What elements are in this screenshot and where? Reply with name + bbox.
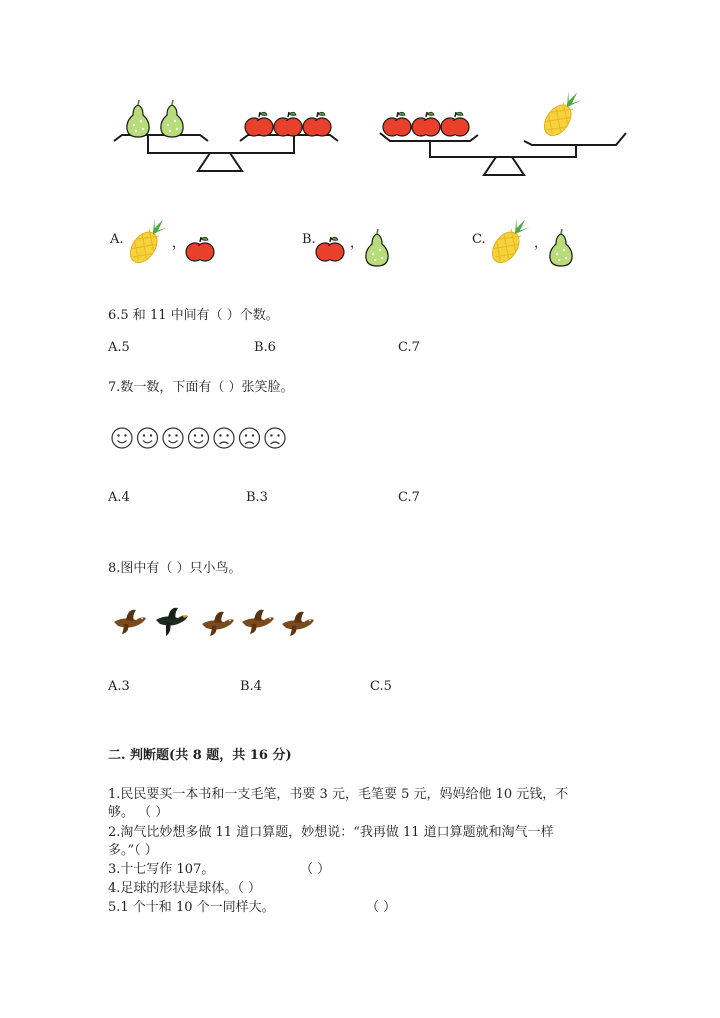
apple-icon [316,230,346,266]
apple-icon [383,112,411,136]
pear-icon [127,100,149,137]
bird-icon [114,610,146,634]
balance-scale-left [100,95,360,185]
q6-text: 6.5 和 11 中间有（ ）个数。 [108,308,279,323]
q5-separator: ， [350,236,364,251]
smiley-face-icon [138,428,158,448]
tf-item-3-answer[interactable]: （ ） [300,862,331,877]
q5-separator: ， [534,236,548,251]
frowning-face-icon [214,428,234,448]
pineapple-icon [126,218,176,268]
apple-icon [441,112,469,136]
tf-item-1-line-2: 够。 （ ） [108,805,169,820]
frowning-face-icon [240,428,260,448]
q6-option-a[interactable]: A.5 [108,340,130,355]
q7-option-b[interactable]: B.3 [246,490,268,505]
smiley-face-icon [189,428,209,448]
tf-item-2-line-2: 多。”（ ） [108,843,158,858]
tf-item-1-line-1: 1.民民要买一本书和一支毛笔，书要 3 元，毛笔要 5 元，妈妈给他 10 元钱，不 [108,787,569,802]
q7-option-c[interactable]: C.7 [398,490,420,505]
q6-option-c[interactable]: C.7 [398,340,420,355]
pear-icon [548,228,576,268]
apple-icon [186,230,216,266]
apple-icon [412,112,440,136]
pear-icon [161,100,183,137]
tf-item-3: 3.十七写作 107。 [108,862,215,877]
q5-option-c-label[interactable]: C. [472,232,486,247]
faces-row [110,426,300,450]
q8-option-b[interactable]: B.4 [240,679,262,694]
q5-separator: ， [172,236,186,251]
pear-icon [364,228,392,268]
bird-icon [156,608,188,636]
q5-option-a-label[interactable]: A. [110,232,124,247]
q8-option-a[interactable]: A.3 [108,679,130,694]
apple-icon [274,112,302,136]
q6-option-b[interactable]: B.6 [254,340,276,355]
frowning-face-icon [265,428,285,448]
q8-text: 8.图中有（ ）只小鸟。 [108,561,242,576]
tf-item-5-answer[interactable]: （ ） [366,900,397,915]
pineapple-icon [539,86,586,140]
section-title: 二. 判断题(共 8 题，共 16 分) [108,748,292,763]
pineapple-icon [488,218,538,268]
balance-scale-right [370,95,630,185]
tf-item-4: 4.足球的形状是球体。（ ） [108,881,262,896]
tf-item-2-line-1: 2.淘气比妙想多做 11 道口算题，妙想说：“我再做 11 道口算题就和淘气一样 [108,825,554,840]
smiley-face-icon [112,428,132,448]
smiley-face-icon [163,428,183,448]
bird-icon [242,610,274,634]
bird-icon [282,612,314,636]
q7-option-a[interactable]: A.4 [108,490,130,505]
apple-icon [245,112,273,136]
bird-icon [202,612,234,636]
tf-item-5: 5.1 个十和 10 个一同样大。 [108,900,275,915]
q8-option-c[interactable]: C.5 [370,679,392,694]
q5-option-b-label[interactable]: B. [302,232,316,247]
q7-text: 7.数一数，下面有（ ）张笑脸。 [108,380,294,395]
birds-row [110,604,325,644]
apple-icon [303,112,331,136]
